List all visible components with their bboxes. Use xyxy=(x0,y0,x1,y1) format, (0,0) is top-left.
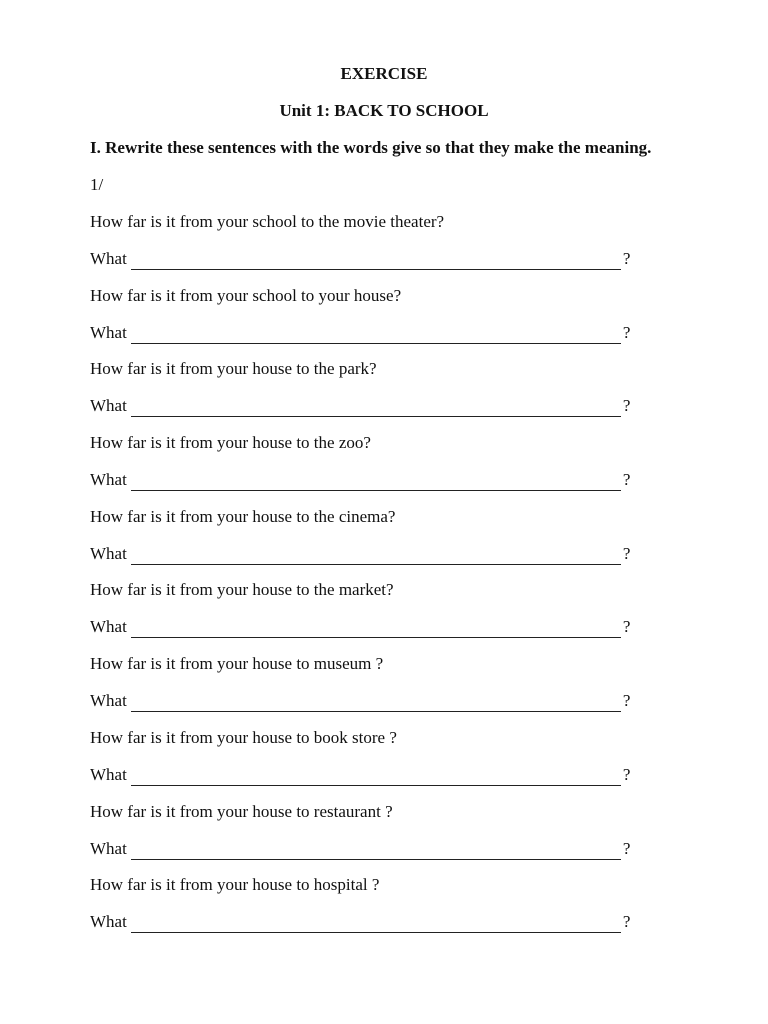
question-item xyxy=(90,358,650,432)
answer-blank[interactable] xyxy=(131,915,621,933)
question-item xyxy=(90,727,650,801)
question-item xyxy=(90,432,650,506)
answer-line[interactable] xyxy=(90,322,650,344)
question-item xyxy=(90,801,650,875)
question-list xyxy=(90,211,650,948)
answer-line[interactable] xyxy=(90,764,650,786)
question-item xyxy=(90,285,650,359)
question-text: How far is it from your house to the zoo? xyxy=(90,433,371,453)
question-text: How far is it from your house to book store ? xyxy=(90,727,397,747)
answer-line[interactable] xyxy=(90,911,650,933)
answer-suffix: ? xyxy=(622,838,631,858)
question-text: How far is it from your house to the park? xyxy=(90,359,377,379)
question-text: How far is it from your house to the market? xyxy=(90,580,394,600)
answer-suffix: ? xyxy=(622,322,631,342)
answer-blank[interactable] xyxy=(131,768,621,786)
question-item xyxy=(90,506,650,580)
question-text: How far is it from your house to the cinema? xyxy=(90,506,396,526)
page-title: EXERCISE xyxy=(340,64,428,83)
answer-prefix: What xyxy=(90,396,127,416)
answer-suffix: ? xyxy=(622,249,631,268)
answer-line[interactable] xyxy=(90,616,650,638)
answer-blank[interactable] xyxy=(131,620,621,638)
question-text: How far is it from your school to the movie theater? xyxy=(90,212,445,231)
answer-suffix: ? xyxy=(622,691,631,711)
question-item xyxy=(90,653,650,727)
answer-suffix: ? xyxy=(622,912,631,932)
answer-prefix: What xyxy=(90,322,127,342)
question-item xyxy=(90,211,650,285)
answer-prefix: What xyxy=(90,617,127,637)
exercise-instruction: I. Rewrite these sentences with the words give so that they make the meaning. xyxy=(90,138,652,157)
question-text: How far is it from your house to museum ? xyxy=(90,654,384,674)
answer-blank[interactable] xyxy=(131,842,621,860)
answer-blank[interactable] xyxy=(131,694,621,712)
answer-suffix: ? xyxy=(622,764,631,784)
answer-blank[interactable] xyxy=(131,252,621,270)
unit-title: Unit 1: BACK TO SCHOOL xyxy=(279,101,489,120)
answer-line[interactable] xyxy=(90,690,650,712)
question-item xyxy=(90,874,650,948)
answer-prefix: What xyxy=(90,838,127,858)
question-item xyxy=(90,579,650,653)
answer-blank[interactable] xyxy=(131,473,621,491)
answer-suffix: ? xyxy=(622,617,631,637)
answer-blank[interactable] xyxy=(131,547,621,565)
answer-line[interactable] xyxy=(90,395,650,417)
question-text: How far is it from your house to hospital ? xyxy=(90,875,380,895)
answer-prefix: What xyxy=(90,691,127,711)
answer-line[interactable] xyxy=(90,543,650,565)
answer-prefix: What xyxy=(90,764,127,784)
answer-blank[interactable] xyxy=(131,326,621,344)
answer-prefix: What xyxy=(90,249,127,268)
answer-line[interactable] xyxy=(90,838,650,860)
question-text: How far is it from your school to your house? xyxy=(90,285,402,305)
answer-prefix: What xyxy=(90,470,127,490)
answer-line[interactable] xyxy=(90,248,650,270)
answer-suffix: ? xyxy=(622,470,631,490)
answer-suffix: ? xyxy=(622,543,631,563)
exercise-number: 1/ xyxy=(90,175,104,194)
answer-blank[interactable] xyxy=(131,399,621,417)
answer-line[interactable] xyxy=(90,469,650,491)
question-text: How far is it from your house to restaurant ? xyxy=(90,801,393,821)
answer-suffix: ? xyxy=(622,396,631,416)
answer-prefix: What xyxy=(90,912,127,932)
answer-prefix: What xyxy=(90,543,127,563)
